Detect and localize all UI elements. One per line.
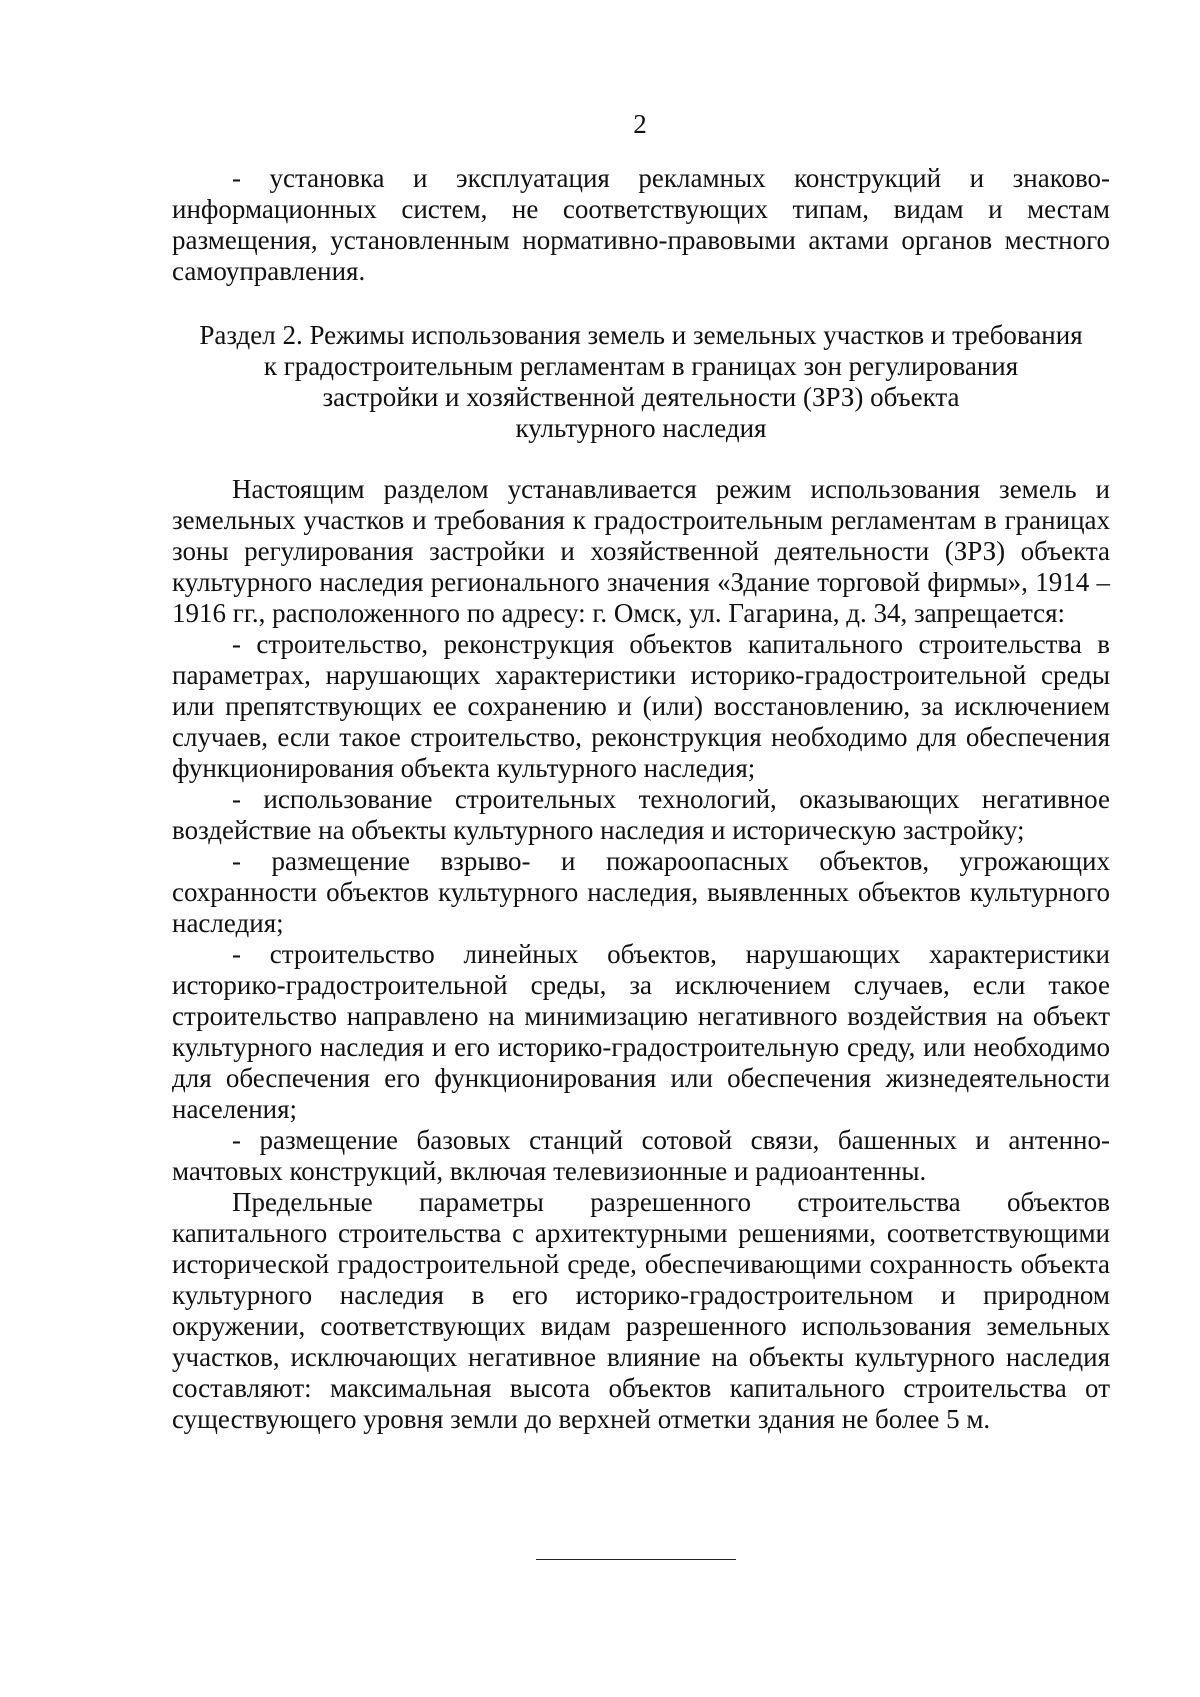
section-title-line: застройки и хозяйственной деятельности (ЗРЗ) объекта	[322, 382, 960, 412]
section-title-line: культурного наследия	[515, 413, 767, 443]
end-divider	[536, 1559, 736, 1560]
body-paragraph: Настоящим разделом устанавливается режим использования земель и земельных участков и требования к градостроительным регламентам в границах зоны регулирования застройки и хозяйственной деятельности (ЗРЗ) объекта культурного наследия регионального значения «Здание торговой фирмы», 1914 – 1916 гг., расположенного по адресу: г. Омск, ул. Гагарина, д. 34, запрещается:	[172, 474, 1110, 628]
body-paragraph: - размещение взрыво- и пожароопасных объектов, угрожающих сохранности объектов культурного наследия, выявленных объектов культурного наследия;	[172, 846, 1110, 938]
body-paragraph: Предельные параметры разрешенного строительства объектов капитального строительства с архитектурными решениями, соответствующими исторической градостроительной среде, обеспечивающими сохранность объекта культурного наследия в его историко-градостроительном и природном окружении, соответствующих видам разрешенного использования земельных участков, исключающих негативное влияние на объекты культурного наследия составляют: максимальная высота объектов капитального строительства от существующего уровня земли до верхней отметки здания не более 5 м.	[172, 1187, 1110, 1434]
page-number: 2	[633, 109, 647, 139]
section-title	[172, 320, 1110, 444]
body-paragraph: - размещение базовых станций сотовой связи, башенных и антенно-мачтовых конструкций, включая телевизионные и радиоантенны.	[172, 1125, 1110, 1186]
body-paragraph: - использование строительных технологий, оказывающих негативное воздействие на объекты культурного наследия и историческую застройку;	[172, 784, 1110, 845]
intro-paragraph: - установка и эксплуатация рекламных конструкций и знаково-информационных систем, не соответствующих типам, видам и местам размещения, установленным нормативно-правовыми актами органов местного самоуправления.	[172, 163, 1110, 286]
section-title-line: к градостроительным регламентам в границах зон регулирования	[263, 351, 1019, 381]
body-paragraph: - строительство, реконструкция объектов капитального строительства в параметрах, нарушающих характеристики историко-градостроительной среды или препятствующих ее сохранению и (или) восстановлению, за исключением случаев, если такое строительство, реконструкция необходимо для обеспечения функционирования объекта культурного наследия;	[172, 629, 1110, 783]
section-body	[172, 474, 1110, 1435]
intro-block	[172, 163, 1110, 287]
body-paragraph: - строительство линейных объектов, нарушающих характеристики историко-градостроительной среды, за исключением случаев, если такое строительство направлено на минимизацию негативного воздействия на объект культурного наследия и его историко-градостроительную среду, или необходимо для обеспечения его функционирования или обеспечения жизнедеятельности населения;	[172, 939, 1110, 1124]
section-title-line: Раздел 2. Режимы использования земель и земельных участков и требования	[199, 320, 1083, 350]
